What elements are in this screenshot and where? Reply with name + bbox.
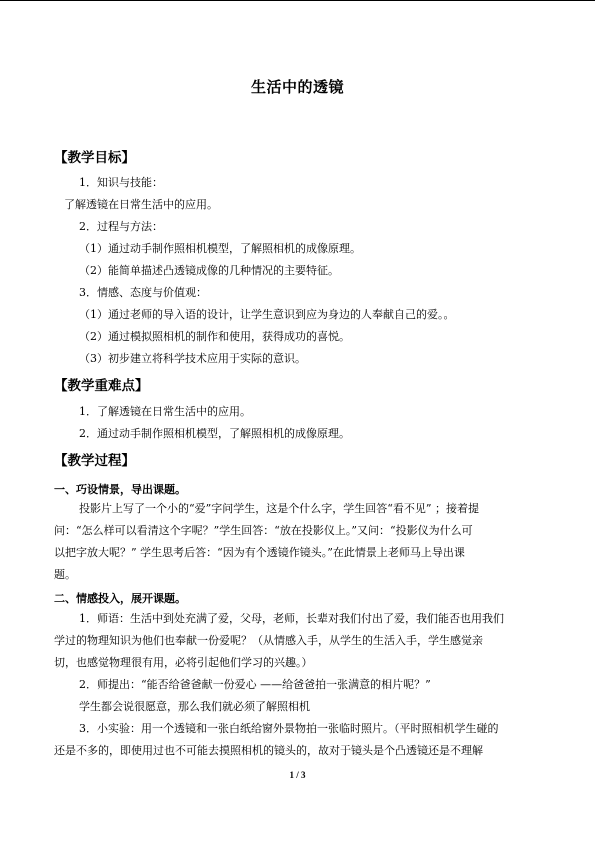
goal-line: （2）能简单描述凸透镜成像的几种情况的主要特征。 (79, 264, 339, 277)
process-line: 2．师提出：“能否给爸爸献一份爱心 ——给爸爸拍一张满意的相片呢？” (79, 678, 431, 691)
key-point-line: 2．通过动手制作照相机模型，了解照相机的成像原理。 (79, 427, 350, 440)
document-title: 生活中的透镜 (250, 78, 344, 96)
key-point-line: 1．了解透镜在日常生活中的应用。 (79, 405, 251, 418)
process-line: 题。 (54, 568, 76, 581)
process-part2-heading: 二、情感投入，展开课题。 (54, 592, 186, 605)
page-number: 1 / 3 (289, 770, 306, 780)
goal-line: （1）通过老师的导入语的设计，让学生意识到应为身边的人奉献自己的爱。。 (79, 308, 455, 321)
goal-line: （1）通过动手制作照相机模型，了解照相机的成像原理。 (79, 242, 361, 255)
goal-line: （2）通过模拟照相机的制作和使用，获得成功的喜悦。 (79, 330, 350, 343)
process-line: 学生都会说很愿意，那么我们就必须了解照相机 (79, 700, 310, 713)
goal-line: 了解透镜在日常生活中的应用。 (64, 198, 218, 211)
process-line: 问：“怎么样可以看清这个字呢？”学生回答：“放在投影仪上。”又问：“投影仪为什么可 (54, 524, 473, 537)
section-heading-key-points: 【教学重难点】 (54, 378, 149, 394)
goal-line: 3．情感、态度与价值观： (79, 286, 207, 299)
process-part1-heading: 一、巧设情景，导出课题。 (54, 483, 186, 496)
process-line: 学过的物理知识为他们也奉献一份爱呢？（从情感入手，从学生的生活入手，学生感觉亲 (54, 634, 483, 647)
process-line: 还是不多的，即使用过也不可能去摸照相机的镜头的，故对于镜头是个凸透镜还是不理解 (54, 744, 483, 757)
goal-line: 1．知识与技能： (79, 176, 163, 189)
process-line: 以把字放大呢？” 学生思考后答：“因为有个透镜作镜头。”在此情景上老师马上导出课 (54, 546, 465, 559)
goal-line: （3）初步建立将科学技术应用于实际的意识。 (79, 352, 306, 365)
process-line: 3．小实验：用一个透镜和一张白纸给窗外景物拍一张临时照片。（平时照相机学生碰的 (79, 722, 499, 735)
section-heading-process: 【教学过程】 (54, 453, 135, 469)
goal-line: 2．过程与方法： (79, 220, 163, 233)
process-line: 切，也感觉物理很有用，必将引起他们学习的兴趣。） (54, 656, 313, 669)
header-rule (0, 0, 595, 1)
section-heading-goals: 【教学目标】 (54, 150, 135, 166)
process-line: 投影片上写了一个小的“爱”字问学生，这是个什么字，学生回答“看不见” ；接着提 (79, 502, 479, 515)
process-line: 1．师语：生活中到处充满了爱，父母，老师，长辈对我们付出了爱，我们能否也用我们 (79, 612, 504, 625)
